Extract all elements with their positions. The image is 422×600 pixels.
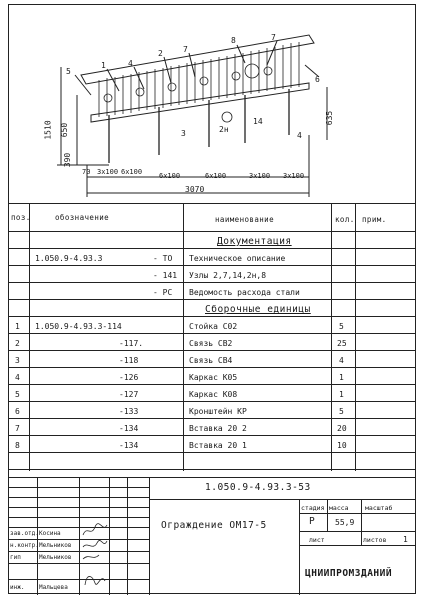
- doc-code: 1.050.9-4.93.3-53: [205, 482, 311, 493]
- row-pos: 4: [15, 373, 20, 382]
- doc-suffix: - 141: [153, 271, 178, 280]
- callout-7b: 7: [271, 33, 276, 42]
- mass-value: 55,9: [335, 518, 355, 527]
- header-name: наименование: [215, 215, 274, 224]
- row-designation: -134: [119, 441, 139, 450]
- dim-3x100: 3х100: [97, 168, 119, 176]
- callout-5: 5: [66, 67, 71, 76]
- doc-suffix: - РС: [153, 288, 173, 297]
- row-qty: 4: [339, 356, 344, 365]
- sig-name: Косина: [39, 530, 61, 537]
- scale-label: масштаб: [365, 504, 393, 512]
- section-docs: Документация: [217, 236, 292, 247]
- dim-total: 3070: [185, 185, 205, 194]
- row-pos: 3: [15, 356, 20, 365]
- row-line: [9, 333, 415, 334]
- row-designation: -126: [119, 373, 139, 382]
- row-line: [9, 384, 415, 385]
- header-designation: обозначение: [55, 213, 110, 222]
- sig-name: Мельников: [39, 554, 72, 561]
- callout-2: 2: [158, 49, 163, 58]
- callout-4: 4: [128, 59, 133, 68]
- node-circles: [104, 64, 272, 122]
- row-line: [9, 367, 415, 368]
- doc-name: Ведомость расхода стали: [189, 288, 300, 297]
- tb-vline: [361, 499, 362, 545]
- section-units: Сборочные единицы: [205, 304, 311, 315]
- header-qty: кол.: [335, 215, 355, 224]
- row-pos: 2: [15, 339, 20, 348]
- doc-name: Узлы 2,7,14,2н,8: [189, 271, 267, 280]
- dim-1510: 1510: [43, 120, 53, 140]
- doc-suffix: - ТО: [153, 254, 173, 263]
- row-line: [9, 401, 415, 402]
- tb-line: [149, 499, 415, 500]
- stage-label: стадия: [301, 504, 325, 512]
- row-line: [9, 418, 415, 419]
- row-line: [9, 469, 415, 470]
- row-pos: 5: [15, 390, 20, 399]
- organization: ЦНИИПРОМЗДАНИЙ: [305, 568, 393, 579]
- row-designation: -118: [119, 356, 139, 365]
- row-name: Каркас К05: [189, 373, 238, 382]
- row-qty: 5: [339, 322, 344, 331]
- sheet-label: лист: [309, 536, 325, 544]
- row-line: [9, 248, 415, 249]
- col-line-1: [29, 203, 30, 471]
- tb-vline: [127, 477, 128, 595]
- callout-2n: 2н: [219, 125, 229, 134]
- tb-line: [9, 527, 149, 528]
- row-qty: 1: [339, 390, 344, 399]
- row-designation: -133: [119, 407, 139, 416]
- row-name: Связь СВ2: [189, 339, 233, 348]
- row-qty: 10: [337, 441, 347, 450]
- callout-3: 3: [181, 129, 186, 138]
- doc-name: Техническое описание: [189, 254, 286, 263]
- tb-line: [9, 579, 149, 580]
- row-qty: 1: [339, 373, 344, 382]
- sig-role: гип: [10, 554, 21, 561]
- row-name: Кронштейн КР: [189, 407, 247, 416]
- callout-14: 14: [253, 117, 263, 126]
- drawing-title: Ограждение ОМ17-5: [161, 520, 267, 531]
- sig-name: Мельников: [39, 542, 72, 549]
- tb-line: [9, 507, 149, 508]
- header-pos: поз.: [11, 213, 31, 222]
- row-name: Вставка 20 2: [189, 424, 247, 433]
- col-line-3: [331, 203, 332, 471]
- row-designation: -117.: [119, 339, 144, 348]
- tb-line: [9, 551, 149, 552]
- tb-line: [9, 517, 149, 518]
- mass-label: масса: [329, 504, 349, 512]
- row-designation: 1.050.9-4.93.3-114: [35, 322, 122, 331]
- sig-name: Мальцева: [39, 584, 68, 591]
- row-pos: 6: [15, 407, 20, 416]
- tb-line: [299, 513, 415, 514]
- sig-role: н.контр.: [10, 542, 39, 549]
- top-rail: [81, 35, 314, 84]
- row-pos: 7: [15, 424, 20, 433]
- tb-line: [9, 497, 149, 498]
- row-qty: 20: [337, 424, 347, 433]
- header-note: прим.: [362, 215, 387, 224]
- row-line: [9, 435, 415, 436]
- callout-6: 6: [315, 75, 320, 84]
- row-name: Каркас К08: [189, 390, 238, 399]
- dim-650: 650: [60, 122, 70, 138]
- row-line: [9, 265, 415, 266]
- handwritten-signatures: [81, 523, 109, 589]
- tb-vline: [109, 477, 110, 595]
- dim-6x100-c: 6х100: [205, 172, 227, 180]
- row-line: [9, 299, 415, 300]
- sheets-value: 1: [403, 535, 408, 544]
- row-pos: 8: [15, 441, 20, 450]
- dim-6x100-a: 6х100: [121, 168, 143, 176]
- dim-3x100-b: 3х100: [283, 172, 305, 180]
- row-line: [9, 452, 415, 453]
- tb-vline: [299, 499, 300, 595]
- tb-vline: [79, 477, 80, 595]
- row-pos: 1: [15, 322, 20, 331]
- row-name: Стойка С02: [189, 322, 238, 331]
- tb-line: [299, 545, 415, 546]
- row-name: Связь СВ4: [189, 356, 233, 365]
- callout-4b: 4: [297, 131, 302, 140]
- callout-8: 8: [231, 36, 236, 45]
- stage-value: Р: [309, 516, 316, 527]
- row-line: [9, 316, 415, 317]
- col-line-2: [183, 203, 184, 471]
- row-qty: 25: [337, 339, 347, 348]
- row-designation: -127: [119, 390, 139, 399]
- tb-line: [9, 539, 149, 540]
- dim-70: 70: [82, 168, 91, 176]
- row-line: [9, 350, 415, 351]
- row-qty: 5: [339, 407, 344, 416]
- col-line-4: [355, 203, 356, 471]
- dim-6x100-d: 3х100: [249, 172, 271, 180]
- dim-390: 390: [63, 152, 73, 168]
- callout-7a: 7: [183, 45, 188, 54]
- tb-vline: [149, 477, 150, 595]
- title-block-top: [9, 477, 415, 478]
- row-designation: -134: [119, 424, 139, 433]
- callout-1: 1: [101, 61, 106, 70]
- row-name: Вставка 20 1: [189, 441, 247, 450]
- drawing-sheet: [8, 4, 416, 594]
- tb-line: [9, 487, 149, 488]
- sheets-label: листов: [363, 536, 387, 544]
- sig-role: инж.: [10, 584, 25, 591]
- bottom-rail: [91, 83, 309, 122]
- tb-vline: [327, 499, 328, 531]
- dim-635: 635: [325, 110, 335, 126]
- dim-6x100-b: 6х100: [159, 172, 181, 180]
- tb-line: [299, 531, 415, 532]
- tb-line: [9, 563, 149, 564]
- row-line: [9, 282, 415, 283]
- doc-designation: 1.050.9-4.93.3: [35, 254, 103, 263]
- sig-role: зав.отд.: [10, 530, 39, 537]
